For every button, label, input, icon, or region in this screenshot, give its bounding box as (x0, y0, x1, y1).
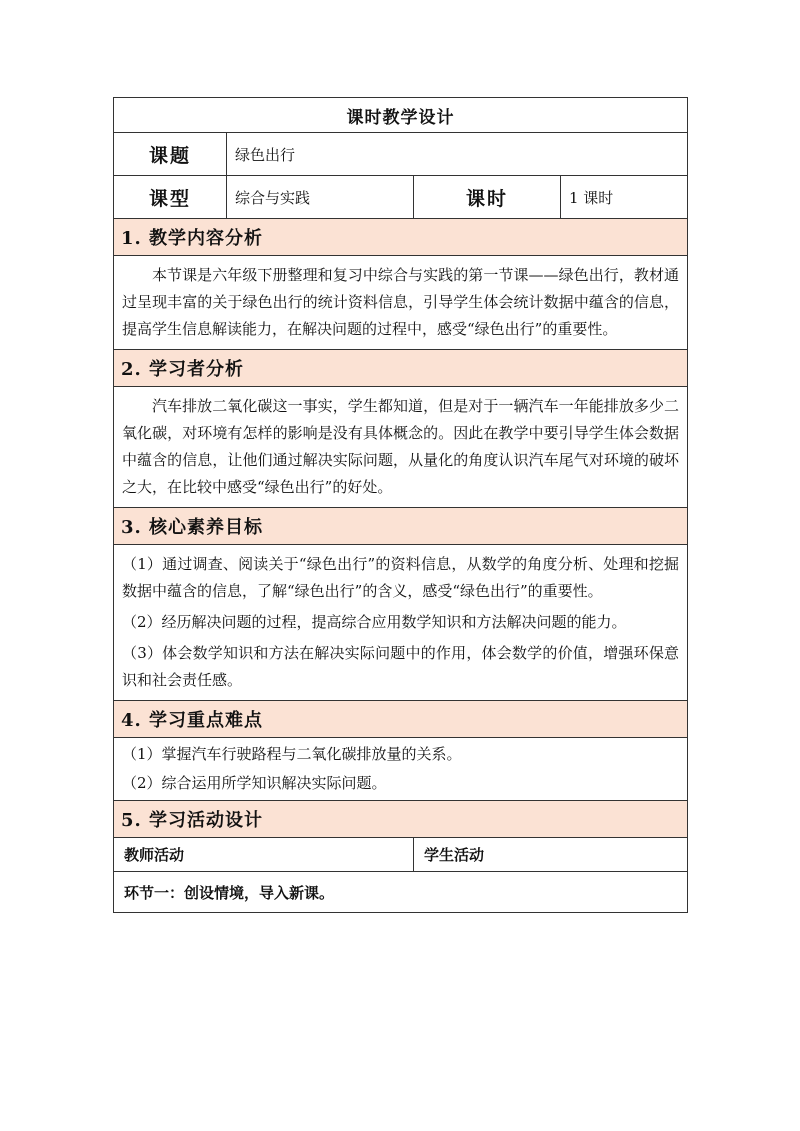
learner-analysis-paragraph: 汽车排放二氧化碳这一事实，学生都知道，但是对于一辆汽车一年能排放多少二氧化碳，对环境有怎样的影响是没有具体概念的。因此在教学中要引导学生体会数据中蕴含的信息，让他们通过解决实际问题，从量化的角度认识汽车尾气对环境的破坏之大，在比较中感受“绿色出行”的好处。 (122, 397, 680, 496)
content-analysis-body (114, 256, 688, 350)
period-label: 课时 (414, 176, 561, 219)
period-value: 1 课时 (561, 176, 688, 219)
key-points-body (114, 738, 688, 801)
stage-one-heading: 环节一：创设情境，导入新课。 (114, 872, 688, 913)
topic-label: 课题 (114, 133, 227, 176)
section-heading-core-goals: 3. 核心素养目标 (114, 508, 688, 545)
list-item: （2）综合运用所学知识解决实际问题。 (122, 774, 387, 792)
content-analysis-paragraph: 本节课是六年级下册整理和复习中综合与实践的第一节课——绿色出行，教材通过呈现丰富的关于绿色出行的统计资料信息，引导学生体会统计数据中蕴含的信息，提高学生信息解读能力，在解决问题的过程中，感受“绿色出行”的重要性。 (122, 266, 680, 338)
student-activity-header: 学生活动 (414, 838, 688, 872)
learner-analysis-body (114, 387, 688, 508)
list-item: （3）体会数学知识和方法在解决实际问题中的作用，体会数学的价值，增强环保意识和社会责任感。 (122, 644, 680, 689)
type-value: 综合与实践 (227, 176, 414, 219)
section-heading-key-points: 4. 学习重点难点 (114, 701, 688, 738)
type-label: 课型 (114, 176, 227, 219)
core-goals-body (114, 545, 688, 701)
topic-value: 绿色出行 (227, 133, 688, 176)
list-item: （1）通过调查、阅读关于“绿色出行”的资料信息，从数学的角度分析、处理和挖掘数据中蕴含的信息，了解“绿色出行”的含义，感受“绿色出行”的重要性。 (122, 555, 680, 600)
lesson-plan-table (113, 97, 688, 913)
section-heading-learner-analysis: 2. 学习者分析 (114, 350, 688, 387)
list-item: （1）掌握汽车行驶路程与二氧化碳排放量的关系。 (122, 745, 462, 763)
teacher-activity-header: 教师活动 (114, 838, 414, 872)
section-heading-content-analysis: 1. 教学内容分析 (114, 219, 688, 256)
document-title: 课时教学设计 (114, 98, 688, 133)
section-heading-activity-design: 5. 学习活动设计 (114, 801, 688, 838)
list-item: （2）经历解决问题的过程，提高综合应用数学知识和方法解决问题的能力。 (122, 613, 627, 631)
lesson-plan-sheet (113, 97, 687, 913)
